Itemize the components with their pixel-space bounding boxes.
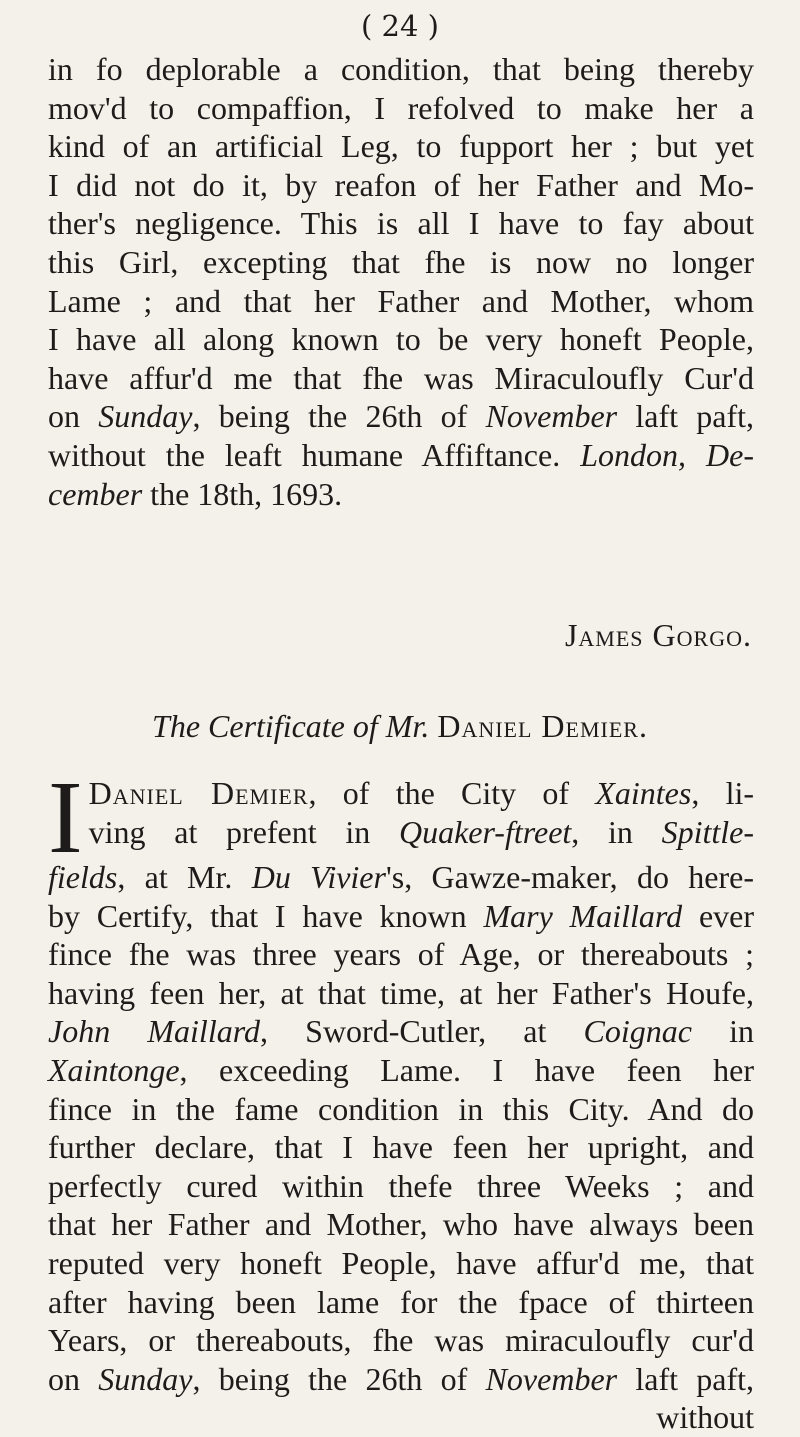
text-line	[48, 397, 754, 436]
text-run: in	[691, 1013, 754, 1050]
signature: James Gorgo.	[564, 617, 752, 653]
text-run: 's, Gawze-maker, do here-	[385, 859, 755, 895]
paragraph-narrative	[48, 50, 754, 513]
text-italic: fields	[48, 859, 118, 895]
text-line: ther's negligence. This is all I have to fay about	[48, 205, 754, 242]
page-number: ( 24 )	[361, 9, 439, 43]
text-run: laft paft,	[617, 1360, 755, 1397]
text-line: fince fhe was three years of Age, or thereabouts ;	[48, 936, 754, 973]
text-line: perfectly cured within thefe three Weeks ; and	[48, 1167, 754, 1204]
text-run: , in	[571, 813, 662, 850]
text-italic: Sunday	[98, 398, 193, 435]
text-run: on	[48, 1360, 99, 1397]
text-line	[48, 1051, 754, 1090]
text-line: have affur'd me that fhe was Miraculoufly Cur'd	[48, 359, 754, 396]
text-run: ving at prefent in	[88, 813, 399, 850]
text-run: on	[48, 398, 99, 435]
text-italic: cember	[48, 475, 143, 512]
text-italic: November	[485, 1360, 618, 1397]
text-run: , Sword-Cutler, at	[259, 1013, 584, 1050]
certificate-heading	[0, 708, 800, 745]
text-line	[48, 858, 754, 897]
text-run: , li-	[691, 775, 755, 811]
text-italic: Spittle-	[661, 813, 755, 850]
text-line	[48, 813, 754, 852]
text-run: , being the 26th of	[192, 1360, 486, 1397]
text-run: laft paft,	[617, 398, 755, 435]
text-run: , exceeding Lame. I have feen her	[179, 1051, 754, 1088]
text-run: the 18th, 1693.	[142, 475, 343, 512]
text-italic: John Maillard	[48, 1013, 260, 1050]
text-line	[48, 436, 754, 475]
text-run: , of the City of	[308, 775, 596, 811]
text-italic: Coignac	[583, 1013, 692, 1050]
text-run: without the leaft humane Affiftance.	[48, 436, 581, 473]
text-run: , at Mr.	[117, 859, 252, 895]
text-line: I did not do it, by reafon of her Father and Mo-	[48, 166, 754, 203]
heading-italic: The Certificate of Mr.	[152, 708, 430, 744]
text-line: after having been lame for the fpace of thirteen	[48, 1283, 754, 1320]
text-italic: London, De-	[580, 436, 754, 473]
text-italic: Sunday	[98, 1360, 193, 1397]
text-italic: Xaintonge	[48, 1051, 180, 1088]
text-line: Years, or thereabouts, fhe was miraculoufly cur'd	[48, 1322, 754, 1359]
text-line: in fo deplorable a condition, that being thereby	[48, 51, 754, 87]
text-line: reputed very honeft People, have affur'd me, that	[48, 1244, 754, 1281]
text-line: having feen her, at that time, at her Father's Houfe,	[48, 974, 754, 1011]
text-line	[48, 475, 754, 514]
text-italic: Du Vivier	[251, 859, 386, 895]
drop-cap: I	[48, 760, 83, 875]
catchword: without	[656, 1399, 754, 1436]
text-line	[48, 1012, 754, 1051]
text-line: I have all along known to be very honeft People,	[48, 321, 754, 358]
text-line: mov'd to compaffion, I refolved to make her a	[48, 89, 754, 126]
text-line: kind of an artificial Leg, to fupport her ; but yet	[48, 128, 754, 165]
paragraph-certificate	[48, 760, 755, 1437]
text-italic: November	[485, 398, 618, 435]
text-run: by Certify, that I have known	[48, 897, 484, 934]
text-line	[48, 774, 754, 813]
heading-name: Daniel Demier.	[437, 708, 648, 744]
text-run: , being the 26th of	[192, 398, 486, 435]
text-line	[48, 1360, 754, 1399]
text-run: ever	[682, 897, 755, 934]
text-line: that her Father and Mother, who have always been	[48, 1206, 754, 1243]
text-line: further declare, that I have feen her upright, and	[48, 1129, 754, 1166]
text-italic: Xaintes	[595, 775, 692, 811]
text-line	[48, 897, 754, 936]
text-italic: Mary Maillard	[483, 897, 683, 934]
text-smallcaps: Daniel Demier	[88, 775, 309, 811]
text-line: this Girl, excepting that fhe is now no longer	[48, 243, 754, 280]
text-italic: Quaker-ftreet	[398, 813, 572, 850]
text-line: fince in the fame condition in this City. And do	[48, 1090, 754, 1127]
text-line: Lame ; and that her Father and Mother, whom	[48, 282, 754, 319]
